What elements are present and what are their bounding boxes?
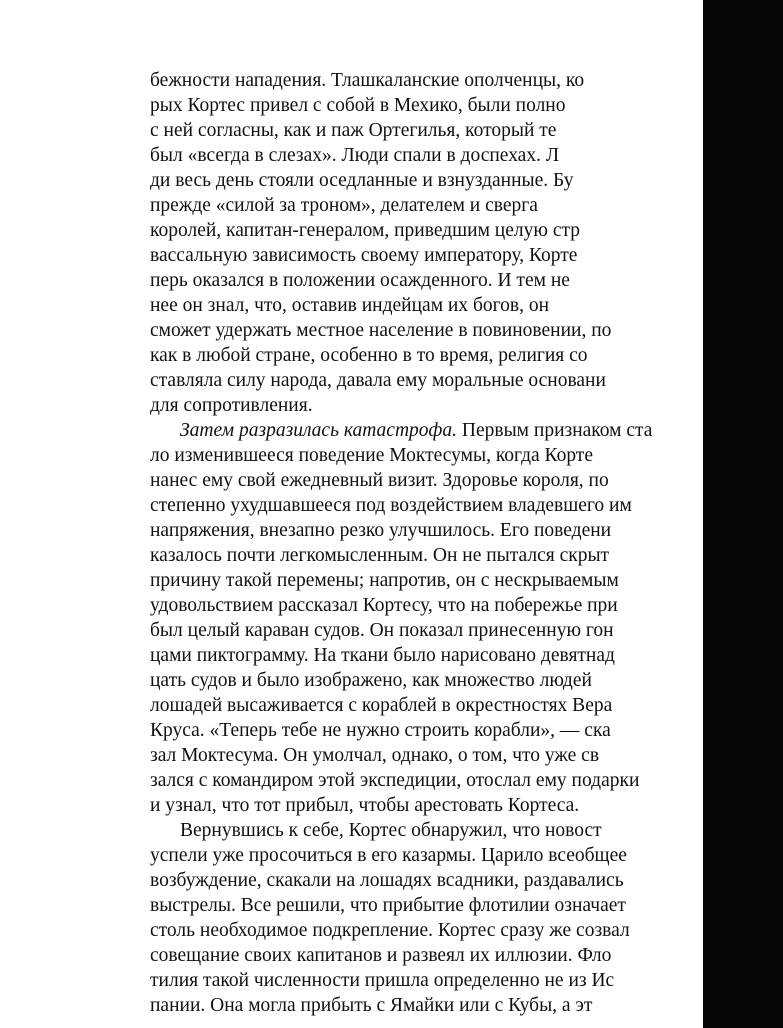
text-line: для сопротивления.: [150, 395, 313, 416]
line-rest: Первым признаком ста: [457, 420, 653, 441]
scan-dark-margin: [703, 0, 783, 1028]
text-line: как в любой стране, особенно в то время, религия со: [150, 345, 588, 366]
text-line: нанес ему свой ежедневный визит. Здоровье короля, по: [150, 470, 609, 491]
text-line: цать судов и было изображено, как множество людей: [150, 670, 592, 691]
text-line: цами пиктограмму. На ткани было нарисовано девятнад: [150, 645, 615, 666]
italic-lead: Затем разразилась катастрофа.: [180, 420, 457, 441]
text-line: совещание своих капитанов и развеял их иллюзии. Фло: [150, 945, 612, 966]
text-line: и узнал, что тот прибыл, чтобы арестовать Кортеса.: [150, 795, 580, 816]
text-line: удовольствием рассказал Кортесу, что на побережье при: [150, 595, 618, 616]
text-line: тилия такой численности пришла определенно не из Ис: [150, 970, 615, 991]
text-line: напряжения, внезапно резко улучшилось. Его поведени: [150, 520, 612, 541]
text-line: сможет удержать местное население в повиновении, по: [150, 320, 612, 341]
paragraph-start-line: [180, 418, 652, 443]
text-line: Круса. «Теперь тебе не нужно строить корабли», — ска: [150, 720, 611, 741]
text-line: перь оказался в положении осажденного. И тем не: [150, 270, 570, 291]
text-line: прежде «силой за троном», делателем и сверга: [150, 195, 538, 216]
text-line: лошадей высаживается с кораблей в окрестностях Вера: [150, 695, 613, 716]
text-line: зался с командиром этой экспедиции, отослал ему подарки: [150, 770, 640, 791]
text-line: вассальную зависимость своему императору, Корте: [150, 245, 578, 266]
text-line: степенно ухудшавшееся под воздействием владевшего им: [150, 495, 632, 516]
text-line: был «всегда в слезах». Люди спали в доспехах. Л: [150, 145, 560, 166]
paragraph-start-line: Вернувшись к себе, Кортес обнаружил, что новост: [180, 820, 602, 841]
text-line: ди весь день стояли оседланные и взнузданные. Бу: [150, 170, 574, 191]
text-line: с ней согласны, как и паж Ортегилья, который те: [150, 120, 557, 141]
text-line: рых Кортес привел с собой в Мехико, были полно: [150, 95, 566, 116]
text-line: успели уже просочиться в его казармы. Царило всеобщее: [150, 845, 627, 866]
text-line: ло изменившееся поведение Моктесумы, когда Корте: [150, 445, 593, 466]
text-line: пании. Она могла прибыть с Ямайки или с Кубы, а эт: [150, 995, 593, 1016]
text-line: столь необходимое подкрепление. Кортес сразу же созвал: [150, 920, 630, 941]
text-line: возбуждение, скакали на лошадях всадники, раздавались: [150, 870, 624, 891]
text-line: причину такой перемены; напротив, он с нескрываемым: [150, 570, 619, 591]
text-line: королей, капитан-генералом, приведшим целую стр: [150, 220, 580, 241]
text-line: ставляла силу народа, давала ему моральные основани: [150, 370, 606, 391]
text-line: выстрелы. Все решили, что прибытие флотилии означает: [150, 895, 626, 916]
text-line: казалось почти легкомысленным. Он не пытался скрыт: [150, 545, 610, 566]
text-line: был целый караван судов. Он показал принесенную гон: [150, 620, 614, 641]
text-line: зал Моктесума. Он умолчал, однако, о том, что уже св: [150, 745, 600, 766]
text-line: бежности нападения. Тлашкаланские ополченцы, ко: [150, 70, 585, 91]
text-line: нее он знал, что, оставив индейцам их богов, он: [150, 295, 550, 316]
